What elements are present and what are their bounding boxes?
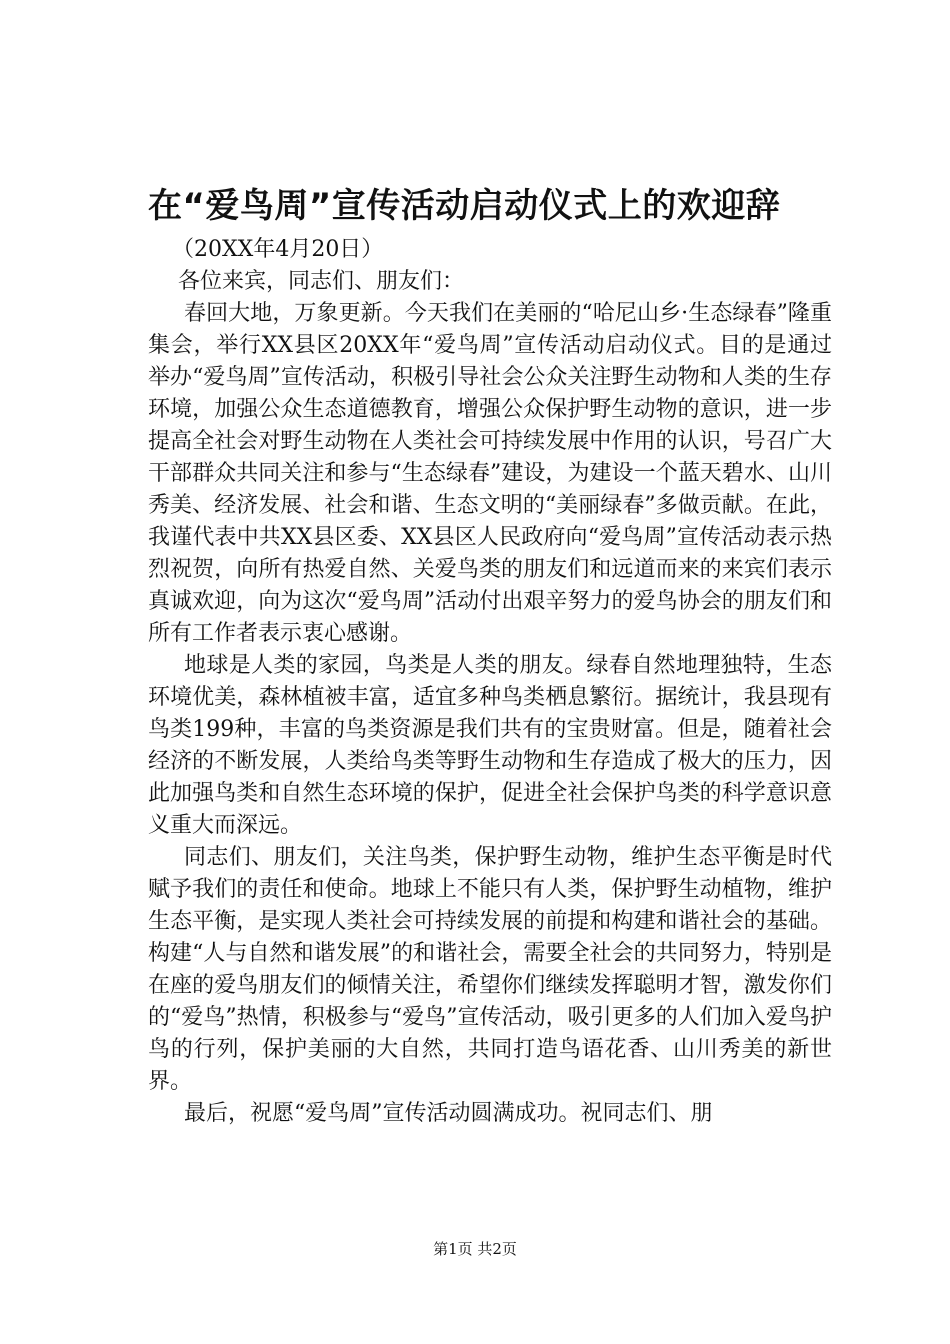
paragraph-4: 最后，祝愿“爱鸟周”宣传活动圆满成功。祝同志们、朋: [184, 1101, 713, 1126]
document-body: [148, 234, 832, 1130]
paragraph-1: 春回大地，万象更新。今天我们在美丽的“哈尼山乡·生态绿春”隆重集会，举行XX县区20XX年“爱鸟周”宣传活动启动仪式。目的是通过举办“爱鸟周”宣传活动，积极引导社会公众关注野生动物和人类的生存环境，加强公众生态道德教育，增强公众保护野生动物的意识，进一步提高全社会对野生动物在人类社会可持续发展中作用的认识，号召广大干部群众共同关注和参与“生态绿春”建设，为建设一个蓝天碧水、山川秀美、经济发展、社会和谐、生态文明的“美丽绿春”多做贡献。在此，我谨代表中共XX县区委、XX县区人民政府向“爱鸟周”宣传活动表示热烈祝贺，向所有热爱自然、关爱鸟类的朋友们和远道而来的来宾们表示真诚欢迎，向为这次“爱鸟周”活动付出艰辛努力的爱鸟协会的朋友们和所有工作者表示衷心感谢。: [148, 301, 832, 646]
paragraph-3: 同志们、朋友们，关注鸟类，保护野生动物，维护生态平衡是时代赋予我们的责任和使命。地球上不能只有人类，保护野生动植物，维护生态平衡，是实现人类社会可持续发展的前提和构建和谐社会的基础。构建“人与自然和谐发展”的和谐社会，需要全社会的共同努力，特别是在座的爱鸟朋友们的倾情关注，希望你们继续发挥聪明才智，激发你们的“爱鸟”热情，积极参与“爱鸟”宣传活动，吸引更多的人们加入爱鸟护鸟的行列，保护美丽的大自然，共同打造鸟语花香、山川秀美的新世界。: [148, 845, 832, 1094]
paragraph-2: 地球是人类的家园，鸟类是人类的朋友。绿春自然地理独特，生态环境优美，森林植被丰富，适宜多种鸟类栖息繁衍。据统计，我县现有鸟类199种，丰富的鸟类资源是我们共有的宝贵财富。但是，随着社会经济的不断发展，人类给鸟类等野生动物和生存造成了极大的压力，因此加强鸟类和自然生态环境的保护，促进全社会保护鸟类的科学意识意义重大而深远。: [148, 653, 832, 838]
document-page: [148, 178, 832, 1130]
page-number: 第1页 共2页: [433, 1240, 517, 1258]
greeting: 各位来宾，同志们、朋友们：: [178, 269, 465, 294]
document-date: （20XX年4月20日）: [172, 237, 384, 262]
document-title: 在“爱鸟周”宣传活动启动仪式上的欢迎辞: [148, 186, 781, 226]
page-footer: [0, 1239, 950, 1259]
